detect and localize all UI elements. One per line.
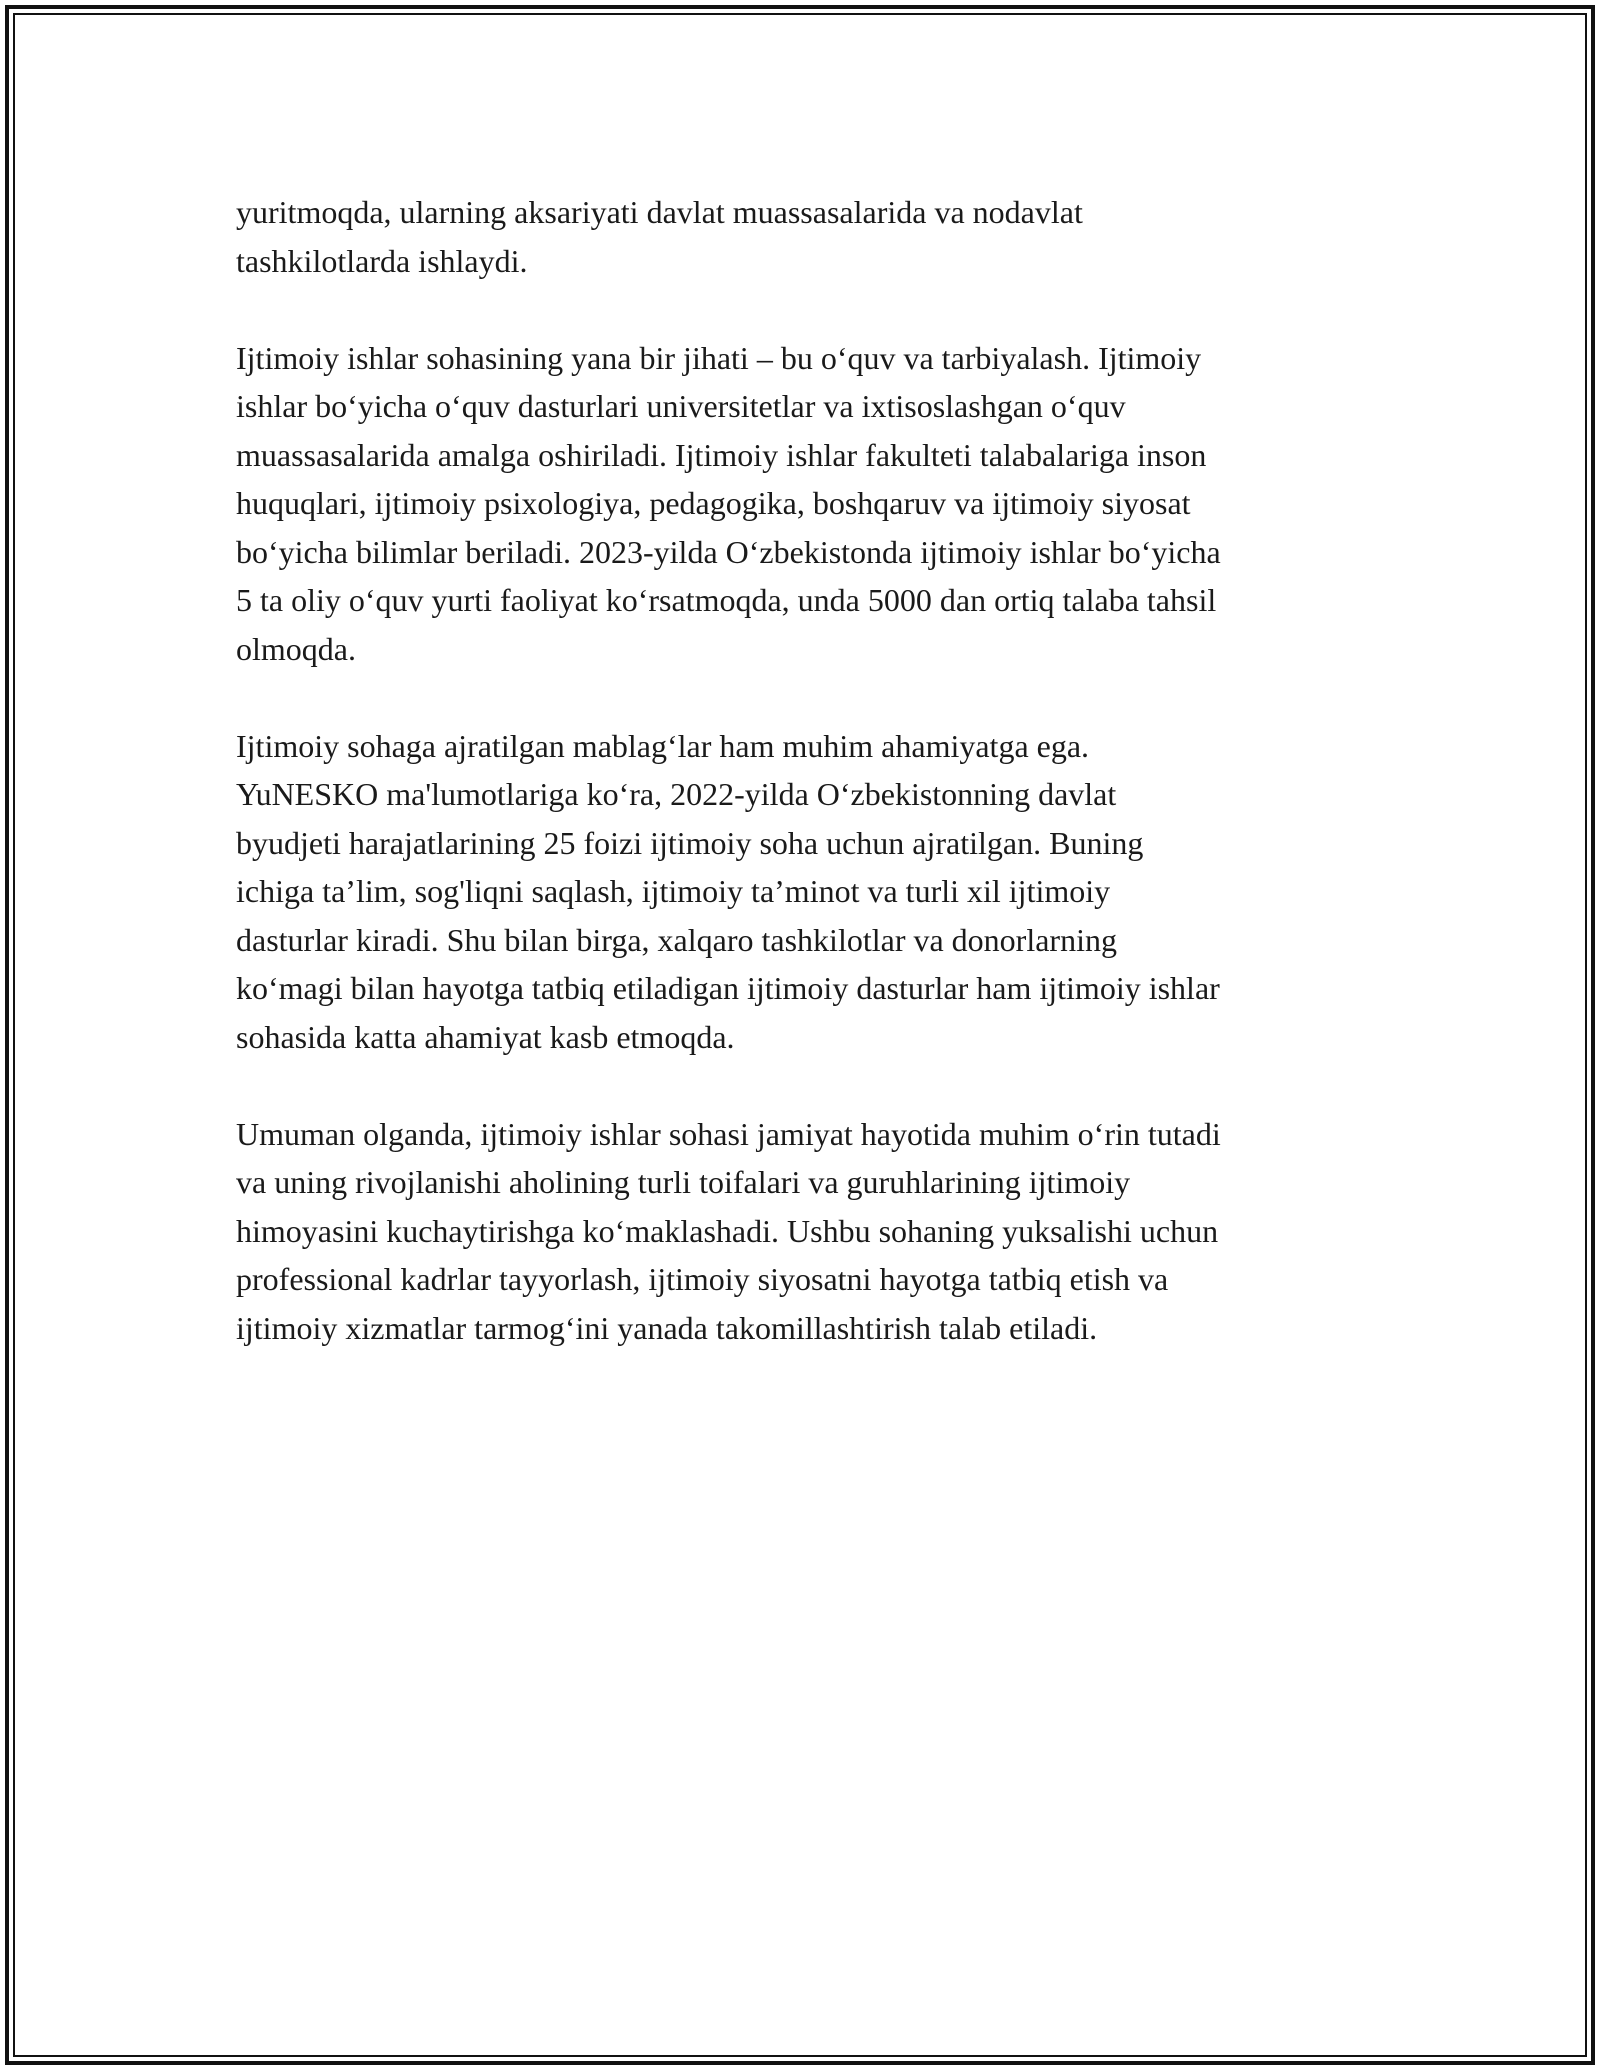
document-body (236, 188, 1376, 1401)
paragraph-2: Ijtimoiy ishlar sohasining yana bir jihati – bu o‘quv va tarbiyalash. Ijtimoiy ishlar bo‘yicha o‘quv dasturlari universitetlar va ixtisoslashgan o‘quv muassasalarida amalga oshiriladi. Ijtimoiy ishlar fakulteti talabalariga inson huquqlari, ijtimoiy psixologiya, pedagogika, boshqaruv va ijtimoiy siyosat bo‘yicha bilimlar beriladi. 2023-yilda O‘zbekistonda ijtimoiy ishlar bo‘yicha 5 ta oliy o‘quv yurti faoliyat ko‘rsatmoqda, unda 5000 dan ortiq talaba tahsil olmoqda. (236, 339, 1221, 667)
paragraph-4: Umuman olganda, ijtimoiy ishlar sohasi jamiyat hayotida muhim o‘rin tutadi va uning rivojlanishi aholining turli toifalari va guruhlarining ijtimoiy himoyasini kuchaytirishga ko‘maklashadi. Ushbu sohaning yuksalishi uchun professional kadrlar tayyorlash, ijtimoiy siyosatni hayotga tatbiq etish va ijtimoiy xizmatlar tarmog‘ini yanada takomillashtirish talab etiladi. (236, 1115, 1221, 1346)
paragraph-1: yuritmoqda, ularning aksariyati davlat muassasalarida va nodavlat tashkilotlarda ishlaydi. (236, 194, 1083, 279)
paragraph-3: Ijtimoiy sohaga ajratilgan mablag‘lar ham muhim ahamiyatga ega. YuNESKO ma'lumotlariga ko‘ra, 2022-yilda O‘zbekistonning davlat byudjeti harajatlarining 25 foizi ijtimoiy soha uchun ajratilgan. Buning ichiga ta’lim, sog'liqni saqlash, ijtimoiy ta’minot va turli xil ijtimoiy dasturlar kiradi. Shu bilan birga, xalqaro tashkilotlar va donorlarning ko‘magi bilan hayotga tatbiq etiladigan ijtimoiy dasturlar ham ijtimoiy ishlar sohasida katta ahamiyat kasb etmoqda. (236, 727, 1220, 1055)
